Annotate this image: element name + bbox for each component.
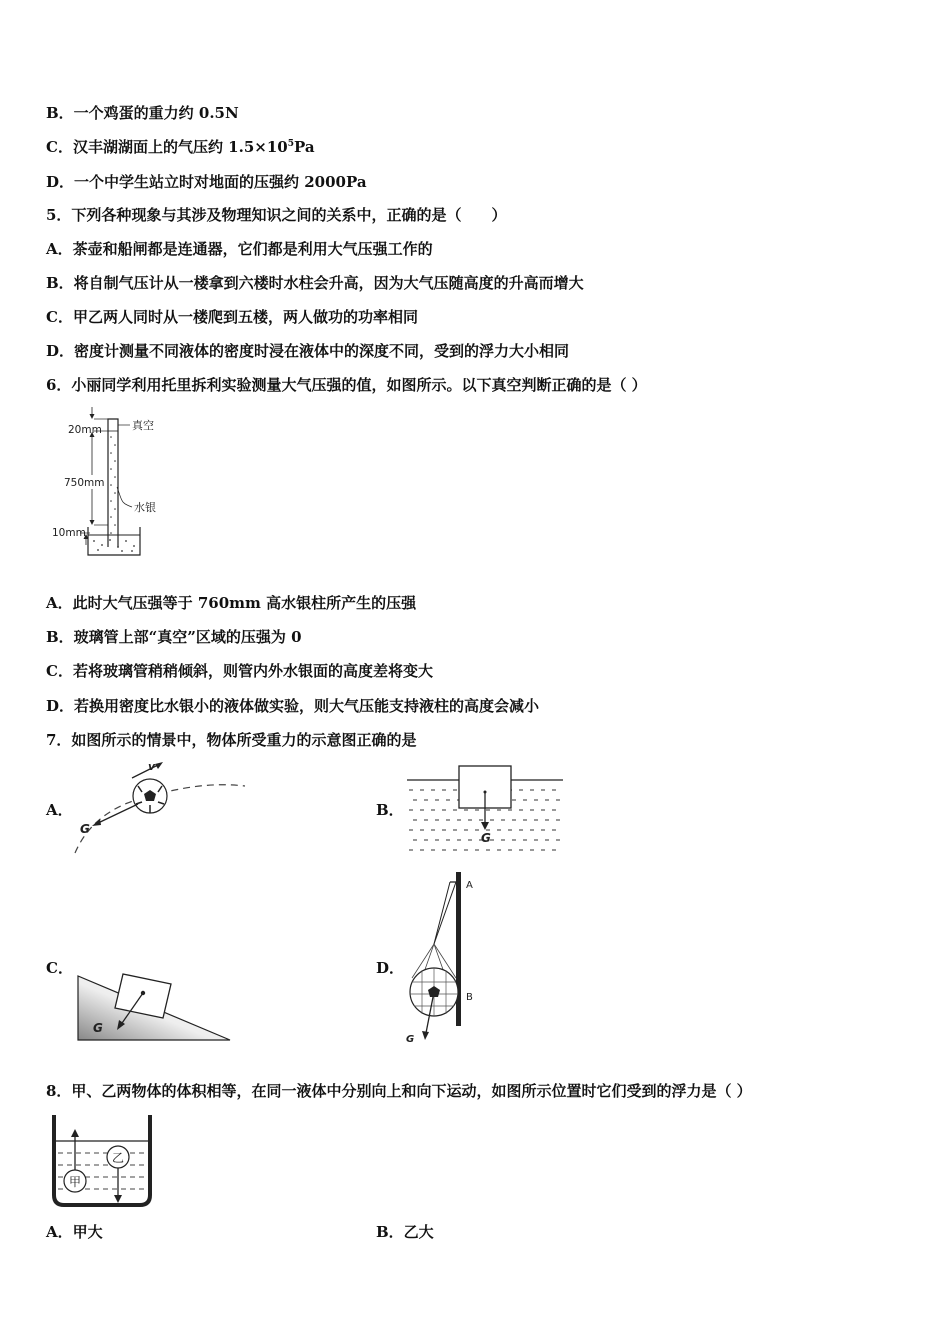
q7-option-b: B． (376, 801, 404, 819)
gravity-label-a: G (80, 822, 90, 836)
q6-stem: 6．小丽同学利用托里拆利实验测量大气压强的值，如图所示。以下真空判断正确的是（ ） (46, 376, 647, 394)
q4-option-d: D．一个中学生站立时对地面的压强约 2000Pa (46, 173, 367, 191)
label-mercury: 水银 (134, 501, 156, 514)
velocity-label: v (148, 760, 156, 773)
gravity-label-b: G (481, 831, 491, 845)
q7-stem: 7．如图所示的情景中，物体所受重力的示意图正确的是 (46, 731, 417, 749)
q5-option-c: C．甲乙两人同时从一楼爬到五楼，两人做功的功率相同 (46, 308, 418, 326)
label-750mm: 750mm (64, 477, 105, 489)
gravity-label-c: G (93, 1021, 103, 1035)
q8-option-a: A．甲大 (46, 1223, 103, 1241)
q6-option-c: C．若将玻璃管稍稍倾斜，则管内外水银面的高度差将变大 (46, 662, 433, 680)
gravity-label-d: G (406, 1034, 415, 1045)
q7-option-d: D． (376, 959, 405, 977)
q8-stem: 8．甲、乙两物体的体积相等，在同一液体中分别向上和向下运动，如图所示位置时它们受到的浮力是（ ） (46, 1082, 752, 1100)
q7-figure-d-ball-in-net (400, 870, 490, 1048)
point-b-label: B (466, 992, 473, 1003)
q5-option-d: D．密度计测量不同液体的密度时浸在液体中的深度不同，受到的浮力大小相同 (46, 342, 570, 360)
label-yi: 乙 (112, 1151, 125, 1165)
q5-stem: 5．下列各种现象与其涉及物理知识之间的关系中，正确的是（ ） (46, 206, 507, 224)
q8-figure-beaker (50, 1113, 155, 1208)
q7-option-c: C． (46, 959, 73, 977)
label-20mm: 20mm (68, 424, 102, 436)
q4-option-b: B．一个鸡蛋的重力约 0.5N (46, 104, 239, 122)
q6-option-a: A．此时大气压强等于 760mm 高水银柱所产生的压强 (46, 594, 417, 612)
label-vacuum: 真空 (132, 419, 154, 432)
q6-option-d: D．若换用密度比水银小的液体做实验，则大气压能支持液柱的高度会减小 (46, 697, 540, 715)
label-10mm: 10mm (52, 527, 86, 539)
q7-figure-a-ball-flight (70, 758, 250, 858)
torricelli-figure (50, 405, 180, 560)
q7-figure-b-block-in-water (405, 762, 565, 854)
q5-option-b: B．将自制气压计从一楼拿到六楼时水柱会升高，因为大气压随高度的升高而增大 (46, 274, 584, 292)
label-jia: 甲 (69, 1175, 82, 1189)
q6-option-b: B．玻璃管上部“真空”区域的压强为 0 (46, 628, 302, 646)
q7-figure-c-block-on-incline (75, 962, 235, 1044)
q5-option-a: A．茶壶和船闸都是连通器，它们都是利用大气压强工作的 (46, 240, 433, 258)
q4-option-c: C．汉丰湖湖面上的气压约 $1.5\times 10^5Pa$ (46, 138, 315, 156)
q8-option-b: B．乙大 (376, 1223, 434, 1241)
q7-option-a: A． (46, 801, 73, 819)
point-a-label: A (466, 880, 473, 891)
